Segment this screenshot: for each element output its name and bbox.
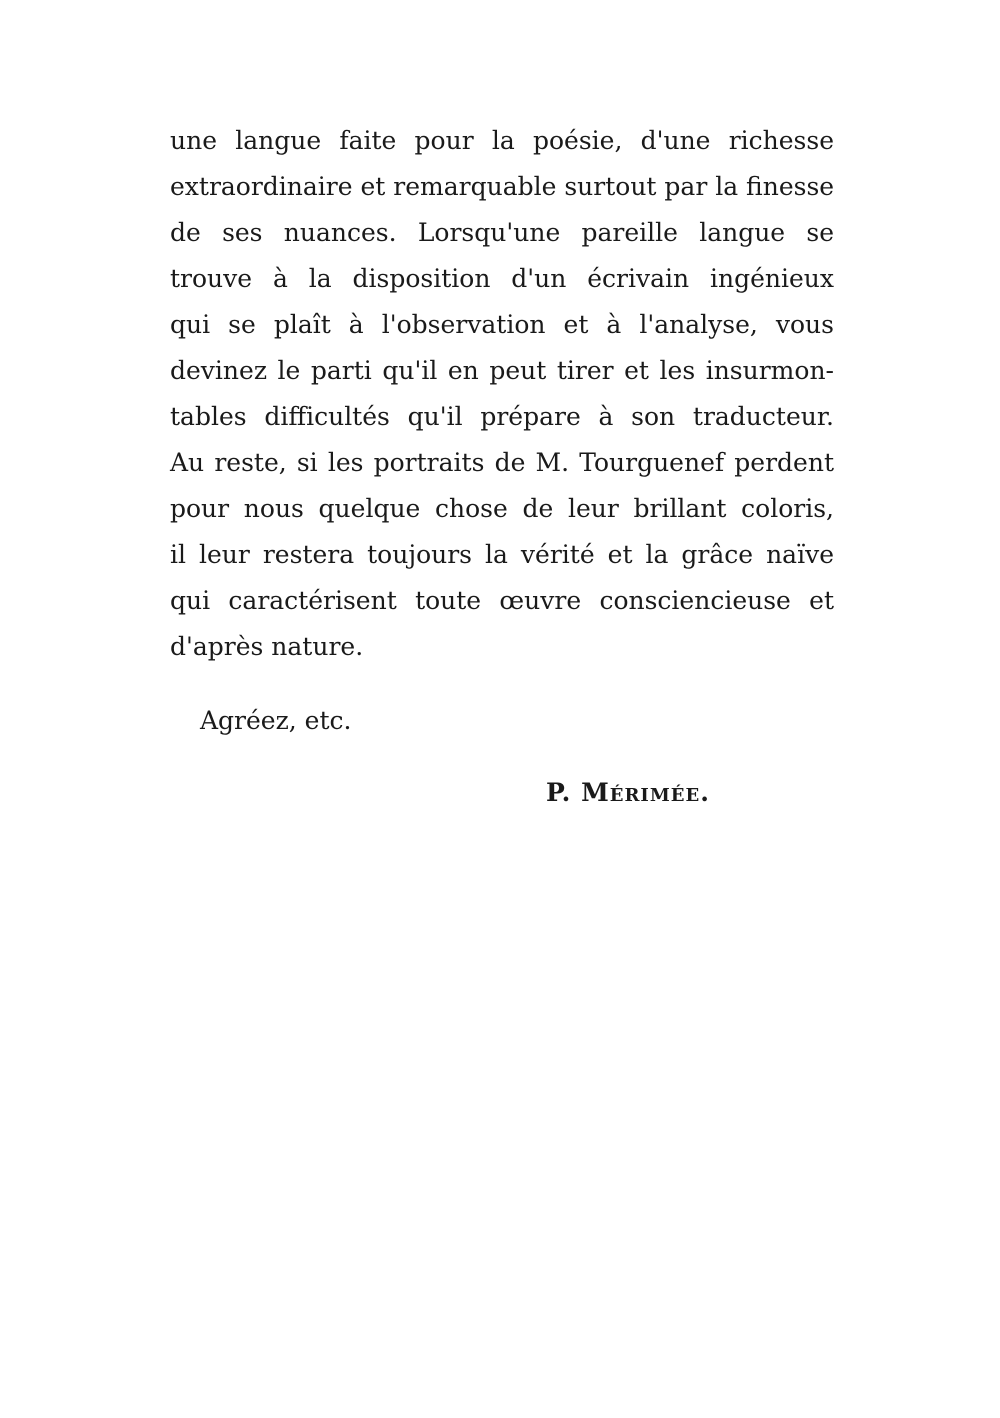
text-line: qui caractérisent toute œuvre consciencieuse et xyxy=(170,586,834,615)
text-line: extraordinaire et remarquable surtout par la finesse xyxy=(170,172,835,201)
text-line: devinez le parti qu'il en peut tirer et les insurmon- xyxy=(170,356,834,385)
text-line: Au reste, si les portraits de M. Tourguenef perdent xyxy=(170,448,834,477)
text-line: trouve à la disposition d'un écrivain ingénieux xyxy=(170,264,834,293)
text-line: il leur restera toujours la vérité et la grâce naïve xyxy=(170,540,834,569)
text-line: une langue faite pour la poésie, d'une richesse xyxy=(170,126,834,155)
text-line: qui se plaît à l'observation et à l'analyse, vous xyxy=(170,310,834,339)
text-line: pour nous quelque chose de leur brillant coloris, xyxy=(170,494,834,523)
body-paragraph xyxy=(170,118,834,670)
author-signature: P. Mérimée. xyxy=(546,778,710,807)
text-line: tables difficultés qu'il prépare à son traducteur. xyxy=(170,402,834,431)
text-line-last: d'après nature. xyxy=(170,632,364,661)
text-line: de ses nuances. Lorsqu'une pareille langue se xyxy=(170,218,834,247)
closing-salutation: Agréez, etc. xyxy=(200,706,352,735)
